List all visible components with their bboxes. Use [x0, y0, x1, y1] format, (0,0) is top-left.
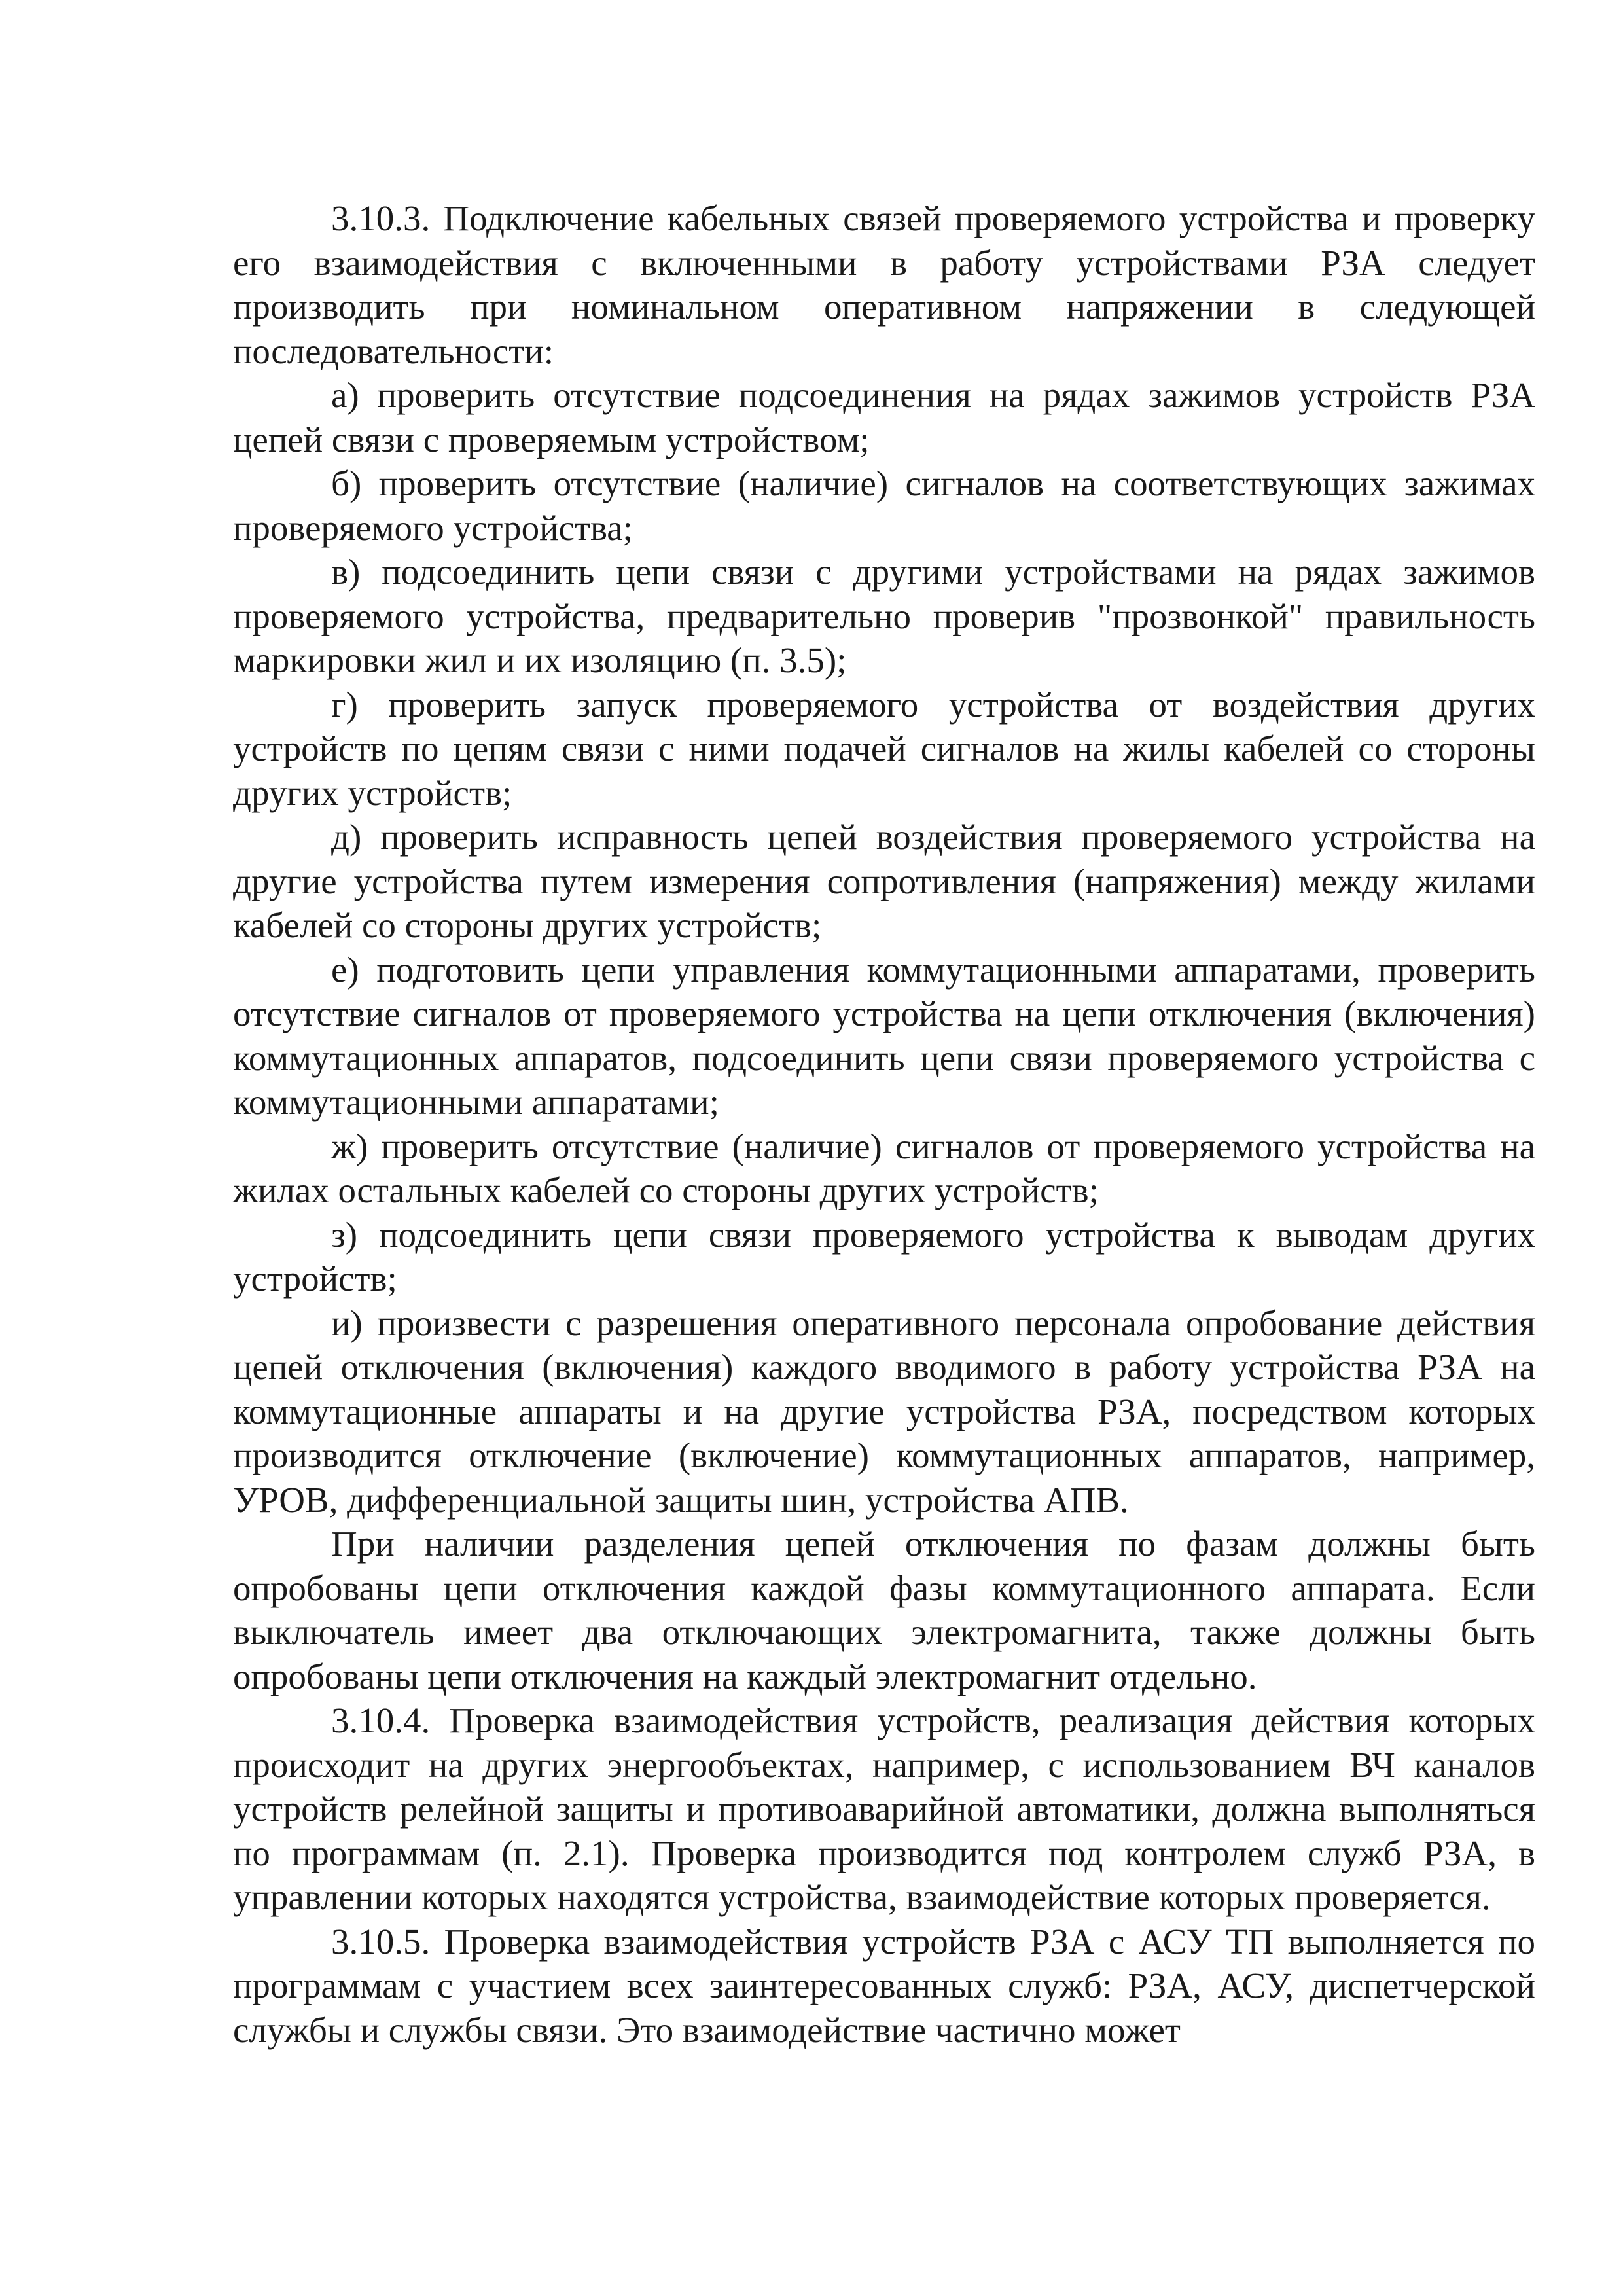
- paragraph-3-10-5: 3.10.5. Проверка взаимодействия устройств РЗА с АСУ ТП выполняется по программам с участием всех заинтересованных служб: РЗА, АСУ, диспетчерской службы и службы связи. Это взаимодействие частично может: [233, 1921, 1535, 2050]
- list-item-v: в) подсоединить цепи связи с другими устройствами на рядах зажимов проверяемого устройства, предварительно проверив "прозвонкой" правильность маркировки жил и их изоляцию (п. 3.5);: [233, 552, 1535, 680]
- paragraph-3-10-4: 3.10.4. Проверка взаимодействия устройств, реализация действия которых происходит на других энергообъектах, например, с использованием ВЧ каналов устройств релейной защиты и противоаварийной автоматики, должна выполняться по программам (п. 2.1). Проверка производится под контролем служб РЗА, в управлении которых находятся устройства, взаимодействие которых проверяется.: [233, 1700, 1535, 1917]
- list-item-zh: ж) проверить отсутствие (наличие) сигналов от проверяемого устройства на жилах остальных кабелей со стороны других устройств;: [233, 1126, 1535, 1210]
- paragraph-3-10-3: 3.10.3. Подключение кабельных связей проверяемого устройства и проверку его взаимодействия с включенными в работу устройствами РЗА следует производить при номинальном оперативном напряжении в следующей последовательности:: [233, 198, 1535, 371]
- list-item-g: г) проверить запуск проверяемого устройства от воздействия других устройств по цепям связи с ними подачей сигналов на жилы кабелей со стороны других устройств;: [233, 684, 1535, 813]
- list-item-d: д) проверить исправность цепей воздействия проверяемого устройства на другие устройства путем измерения сопротивления (напряжения) между жилами кабелей со стороны других устройств;: [233, 817, 1535, 945]
- document-body: [233, 196, 1535, 2052]
- list-item-i: и) произвести с разрешения оперативного персонала опробование действия цепей отключения (включения) каждого вводимого в работу устройства РЗА на коммутационные аппараты и на другие устройства РЗА, посредством которых производится отключение (включение) коммутационных аппаратов, например, УРОВ, дифференциальной защиты шин, устройства АПВ.: [233, 1302, 1535, 1520]
- list-item-e: е) подготовить цепи управления коммутационными аппаратами, проверить отсутствие сигналов от проверяемого устройства на цепи отключения (включения) коммутационных аппаратов, подсоединить цепи связи проверяемого устройства с коммутационными аппаратами;: [233, 949, 1535, 1122]
- list-item-a: а) проверить отсутствие подсоединения на рядах зажимов устройств РЗА цепей связи с проверяемым устройством;: [233, 375, 1535, 459]
- paragraph-phase-separation: При наличии разделения цепей отключения по фазам должны быть опробованы цепи отключения каждой фазы коммутационного аппарата. Если выключатель имеет два отключающих электромагнита, также должны быть опробованы цепи отключения на каждый электромагнит отдельно.: [233, 1524, 1535, 1696]
- list-item-z: з) подсоединить цепи связи проверяемого устройства к выводам других устройств;: [233, 1214, 1535, 1299]
- list-item-b: б) проверить отсутствие (наличие) сигналов на соответствующих зажимах проверяемого устройства;: [233, 463, 1535, 548]
